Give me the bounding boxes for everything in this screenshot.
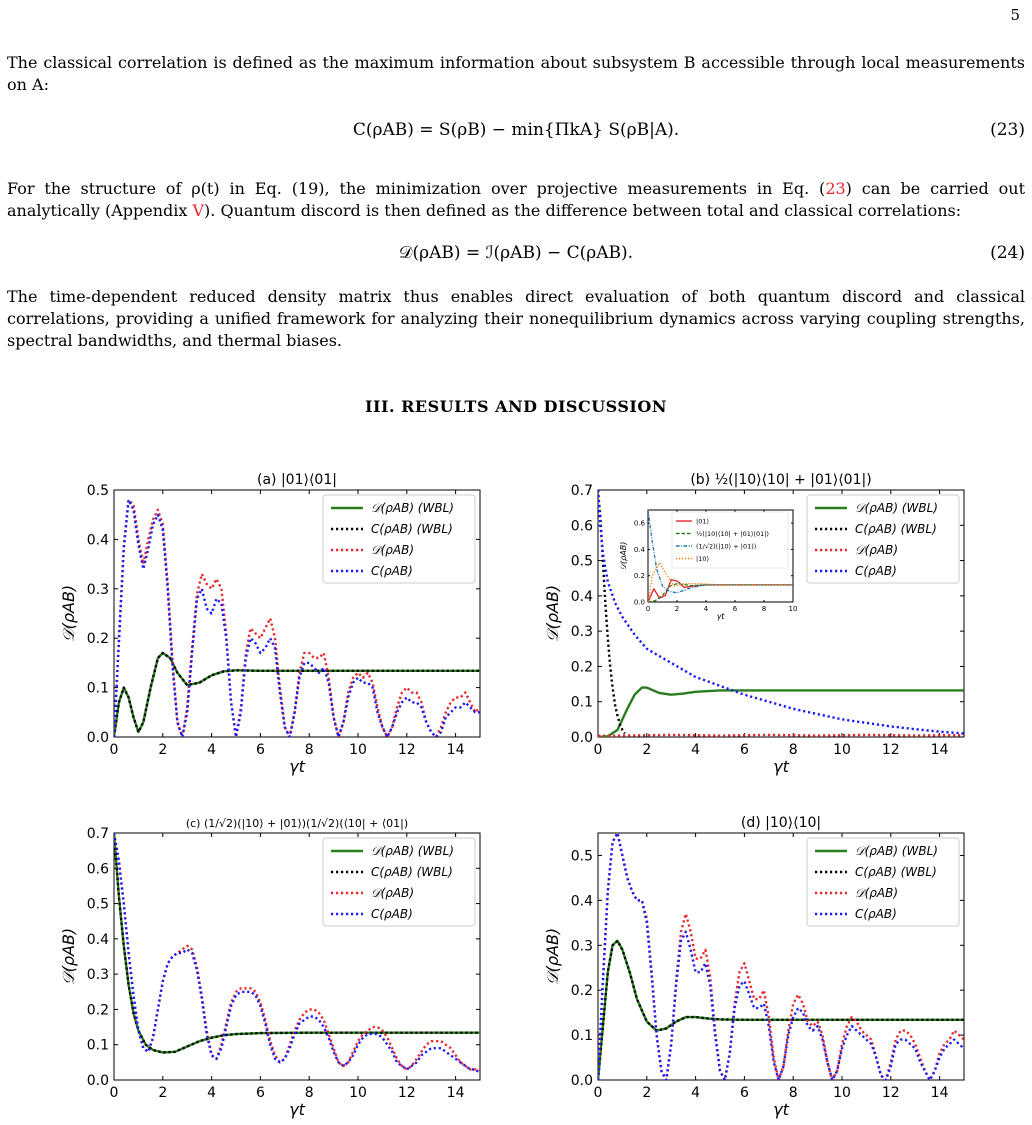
legend-label: C(ρAB) (WBL): [855, 522, 937, 536]
chart-panel-2: [59, 817, 480, 1119]
x-tick-label: 0: [593, 1085, 603, 1101]
legend-label: 𝒟(ρAB): [371, 886, 414, 900]
y-tick-label: 0.1: [86, 680, 109, 697]
x-tick-label: 12: [881, 742, 900, 758]
y-tick-label: 0.1: [570, 694, 593, 711]
x-tick-label: 6: [732, 605, 738, 613]
y-axis-label: 𝒟(ρAB): [543, 927, 562, 986]
x-tick-label: 10: [833, 742, 851, 758]
y-tick-label: 0.1: [570, 1028, 593, 1045]
x-tick-label: 0: [593, 742, 603, 758]
paragraph-minimization-part-c: ). Quantum discord is then defined as the difference between total and classical correlations:: [204, 201, 962, 220]
x-tick-label: 4: [207, 1085, 217, 1101]
y-tick-label: 0.0: [86, 1073, 109, 1089]
x-tick-label: 8: [304, 742, 314, 758]
y-tick-label: 0.4: [86, 532, 109, 549]
chart-title: (a) |01⟩⟨01|: [257, 472, 337, 488]
y-tick-label: 0.3: [570, 938, 593, 955]
x-tick-label: 2: [674, 605, 680, 613]
legend-label: C(ρAB) (WBL): [855, 865, 937, 879]
equation-24-number: (24): [990, 243, 1025, 263]
legend-label: 𝒟(ρAB): [855, 886, 898, 900]
x-tick-label: 4: [691, 1085, 701, 1101]
y-tick-label: 0.4: [570, 588, 593, 605]
y-axis-label: 𝒟(ρAB): [619, 541, 628, 571]
inset-legend-label: |10⟩: [696, 555, 709, 563]
x-tick-label: 4: [703, 605, 709, 613]
y-tick-label: 0.7: [570, 483, 593, 499]
y-tick-label: 0.2: [570, 983, 593, 1000]
x-tick-label: 8: [788, 742, 798, 758]
y-tick-label: 0.5: [570, 553, 593, 570]
x-tick-label: 10: [833, 1085, 851, 1101]
y-tick-label: 0.2: [86, 631, 109, 648]
x-tick-label: 6: [255, 742, 265, 758]
y-tick-label: 0.4: [633, 545, 645, 554]
inset-legend-label: ½(|10⟩⟨10| + |01⟩⟨01|): [696, 530, 769, 538]
x-axis-label: γt: [289, 1100, 305, 1119]
chart-title: (d) |10⟩⟨10|: [740, 815, 822, 831]
y-tick-label: 0.3: [86, 967, 109, 984]
appendix-v-link[interactable]: V: [192, 201, 205, 220]
y-tick-label: 0.0: [570, 730, 593, 746]
x-tick-label: 0: [109, 1085, 119, 1101]
legend-label: C(ρAB): [371, 564, 413, 578]
x-axis-label: γt: [773, 1100, 789, 1119]
x-tick-label: 14: [930, 1085, 949, 1101]
y-axis-label: 𝒟(ρAB): [59, 927, 78, 986]
x-tick-label: 10: [349, 742, 367, 758]
y-tick-label: 0.4: [86, 931, 109, 948]
x-axis-label: γt: [716, 612, 725, 621]
legend-label: 𝒟(ρAB): [855, 543, 898, 557]
x-tick-label: 6: [255, 1085, 265, 1101]
legend-label: 𝒟(ρAB) (WBL): [855, 501, 938, 515]
y-tick-label: 0.2: [633, 572, 645, 581]
x-tick-label: 14: [446, 1085, 465, 1101]
legend-label: C(ρAB): [855, 564, 897, 578]
y-tick-label: 0.2: [86, 1002, 109, 1019]
equation-23-body: C(ρAB) = S(ρB) − min{ΠkA} S(ρB|A).: [352, 120, 680, 140]
page-number: 5: [1010, 6, 1020, 24]
legend-label: C(ρAB) (WBL): [371, 522, 453, 536]
legend-label: C(ρAB): [371, 907, 413, 921]
paragraph-classical-correlation: The classical correlation is defined as the maximum information about subsystem B accessible through local measurements on A:: [7, 53, 1025, 94]
legend-label: 𝒟(ρAB): [371, 543, 414, 557]
legend-label: C(ρAB) (WBL): [371, 865, 453, 879]
x-tick-label: 4: [691, 742, 701, 758]
x-tick-label: 8: [788, 1085, 798, 1101]
legend-label: 𝒟(ρAB) (WBL): [371, 844, 454, 858]
x-tick-label: 8: [304, 1085, 314, 1101]
y-tick-label: 0.6: [570, 518, 593, 535]
x-axis-label: γt: [773, 757, 789, 776]
x-tick-label: 4: [207, 742, 217, 758]
x-tick-label: 0: [109, 742, 119, 758]
x-tick-label: 0: [645, 605, 651, 613]
inset-legend-label: (1/√2)(|10⟩ + |01⟩): [696, 542, 757, 551]
x-tick-label: 12: [881, 1085, 900, 1101]
y-tick-label: 0.5: [570, 848, 593, 865]
x-tick-label: 10: [788, 605, 798, 613]
x-tick-label: 12: [397, 1085, 416, 1101]
y-tick-label: 0.6: [633, 519, 645, 528]
x-tick-label: 14: [446, 742, 465, 758]
y-tick-label: 0.3: [570, 624, 593, 641]
legend-label: C(ρAB): [855, 907, 897, 921]
legend-label: 𝒟(ρAB) (WBL): [371, 501, 454, 515]
y-tick-label: 0.7: [86, 826, 109, 842]
x-tick-label: 2: [642, 1085, 652, 1101]
y-tick-label: 0.5: [86, 896, 109, 913]
x-tick-label: 2: [158, 1085, 168, 1101]
x-tick-label: 2: [642, 742, 652, 758]
paragraph-minimization-part-a: For the structure of ρ(t) in Eq. (19), the minimization over projective measurements in Eq. (: [7, 179, 826, 198]
x-tick-label: 10: [349, 1085, 367, 1101]
equation-23-link[interactable]: 23: [825, 179, 846, 198]
x-tick-label: 12: [397, 742, 416, 758]
y-tick-label: 0.0: [570, 1073, 593, 1089]
paragraph-summary: The time-dependent reduced density matrix thus enables direct evaluation of both quantum discord and classical correlations, providing a unified framework for analyzing their nonequilibrium dynamics across varying coupling strengths, spectral bandwidths, and thermal biases.: [7, 287, 1025, 350]
y-tick-label: 0.3: [86, 581, 109, 598]
x-tick-label: 2: [158, 742, 168, 758]
y-tick-label: 0.0: [86, 730, 109, 746]
chart-title: (c) (1/√2)(|10⟩ + |01⟩)(1/√2)(⟨10| + ⟨01|): [185, 817, 409, 830]
y-tick-label: 0.2: [570, 659, 593, 676]
y-tick-label: 0.4: [570, 893, 593, 910]
y-tick-label: 0.6: [86, 861, 109, 878]
chart-panel-3: [543, 815, 964, 1119]
x-tick-label: 8: [761, 605, 767, 613]
y-tick-label: 0.0: [633, 598, 645, 607]
inset-legend-label: |01⟩: [696, 517, 709, 526]
chart-panel-0: [59, 472, 480, 776]
x-tick-label: 6: [739, 1085, 749, 1101]
section-title: III. RESULTS AND DISCUSSION: [365, 397, 667, 416]
equation-24-body: 𝒟(ρAB) = ℐ(ρAB) − C(ρAB).: [398, 243, 634, 263]
y-axis-label: 𝒟(ρAB): [59, 584, 78, 643]
x-tick-label: 14: [930, 742, 949, 758]
chart-title: (b) ½(|10⟩⟨10| + |01⟩⟨01|): [690, 472, 872, 488]
y-axis-label: 𝒟(ρAB): [543, 584, 562, 643]
y-tick-label: 0.5: [86, 483, 109, 499]
legend-label: 𝒟(ρAB) (WBL): [855, 844, 938, 858]
y-tick-label: 0.1: [86, 1037, 109, 1054]
equation-23-number: (23): [990, 120, 1025, 140]
x-axis-label: γt: [289, 757, 305, 776]
x-tick-label: 6: [739, 742, 749, 758]
paragraph-minimization-part-b: ) can be carried out analytically (Appendix: [7, 179, 1026, 220]
